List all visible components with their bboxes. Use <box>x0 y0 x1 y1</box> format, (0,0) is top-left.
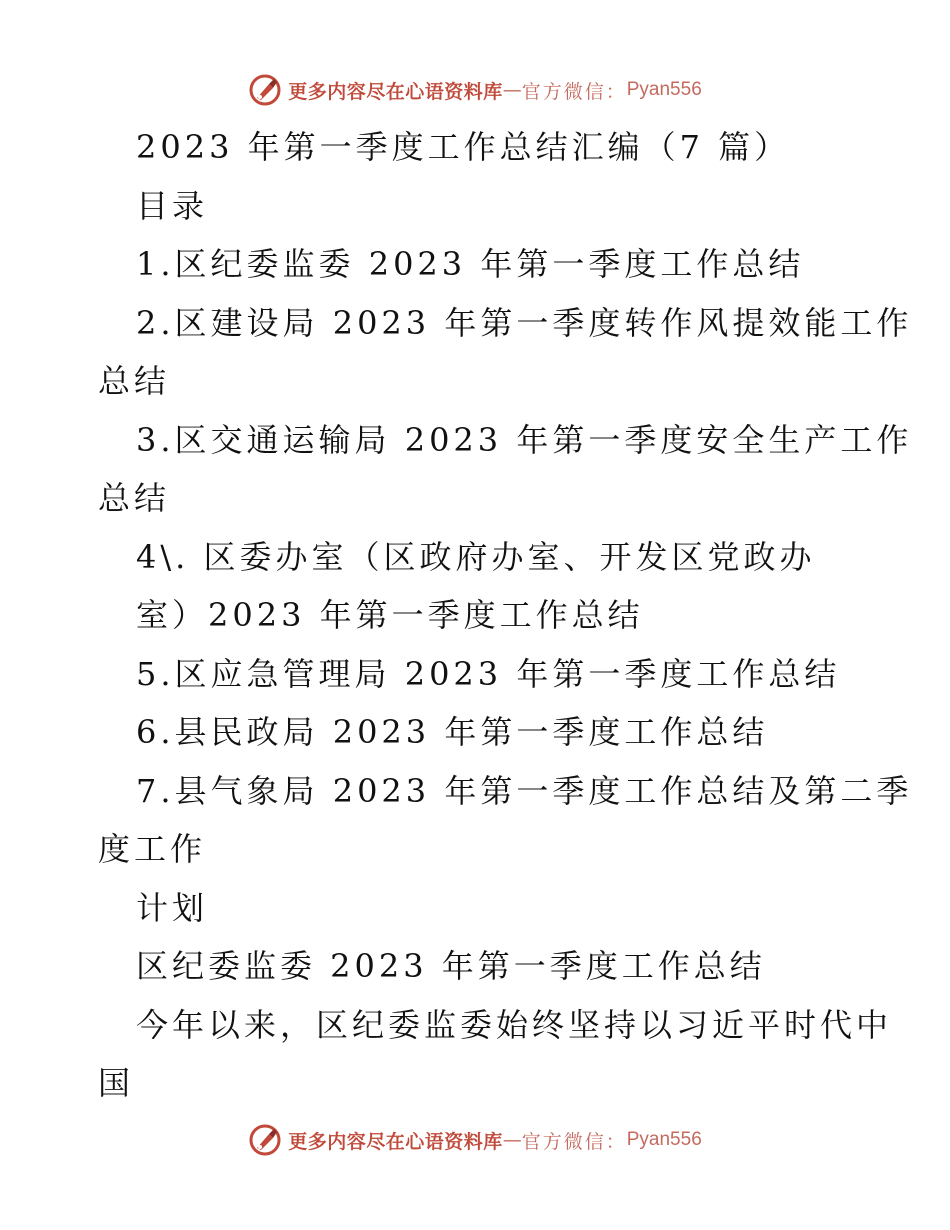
document-line: 计划 <box>136 888 209 927</box>
document-line: 2023 年第一季度工作总结汇编（7 篇） <box>136 128 791 166</box>
pen-nib-logo-icon <box>248 73 282 107</box>
document-line: 6.县民政局 2023 年第一季度工作总结 <box>136 713 769 751</box>
document-line: 3.区交通运输局 2023 年第一季度安全生产工作 <box>136 420 913 459</box>
header-watermark <box>0 70 950 110</box>
document-body <box>98 118 913 1113</box>
document-line: 4\. 区委办室（区政府办室、开发区党政办 <box>136 537 816 576</box>
watermark-wechat-id: Pyan556 <box>626 1129 702 1150</box>
document-line: 5.区应急管理局 2023 年第一季度工作总结 <box>136 654 841 693</box>
document-line: 今年以来，区纪委监委始终坚持以习近平时代中 <box>136 1005 893 1044</box>
footer-watermark <box>0 1120 950 1160</box>
watermark-wechat-id: Pyan556 <box>626 79 702 100</box>
document-line: 国 <box>98 1064 135 1102</box>
pen-nib-logo-icon <box>248 1123 282 1157</box>
document-line: 目录 <box>136 186 209 225</box>
watermark-wechat-label: 官方微信： <box>521 1130 627 1153</box>
document-line: 室）2023 年第一季度工作总结 <box>136 596 644 634</box>
watermark-dash: — <box>502 1129 522 1151</box>
watermark-brand: 更多内容尽在心语资料库 <box>288 80 503 103</box>
watermark-wechat-label: 官方微信： <box>521 80 627 103</box>
document-line: 2.区建设局 2023 年第一季度转作风提效能工作 <box>136 303 913 342</box>
document-line: 总结 <box>98 362 171 400</box>
document-line: 1.区纪委监委 2023 年第一季度工作总结 <box>136 245 805 283</box>
watermark-brand: 更多内容尽在心语资料库 <box>288 1130 503 1153</box>
watermark-dash: — <box>502 79 522 101</box>
document-line: 度工作 <box>98 830 207 868</box>
document-line: 区纪委监委 2023 年第一季度工作总结 <box>136 947 766 985</box>
document-line: 7.县气象局 2023 年第一季度工作总结及第二季 <box>136 771 913 810</box>
document-line: 总结 <box>98 479 171 517</box>
